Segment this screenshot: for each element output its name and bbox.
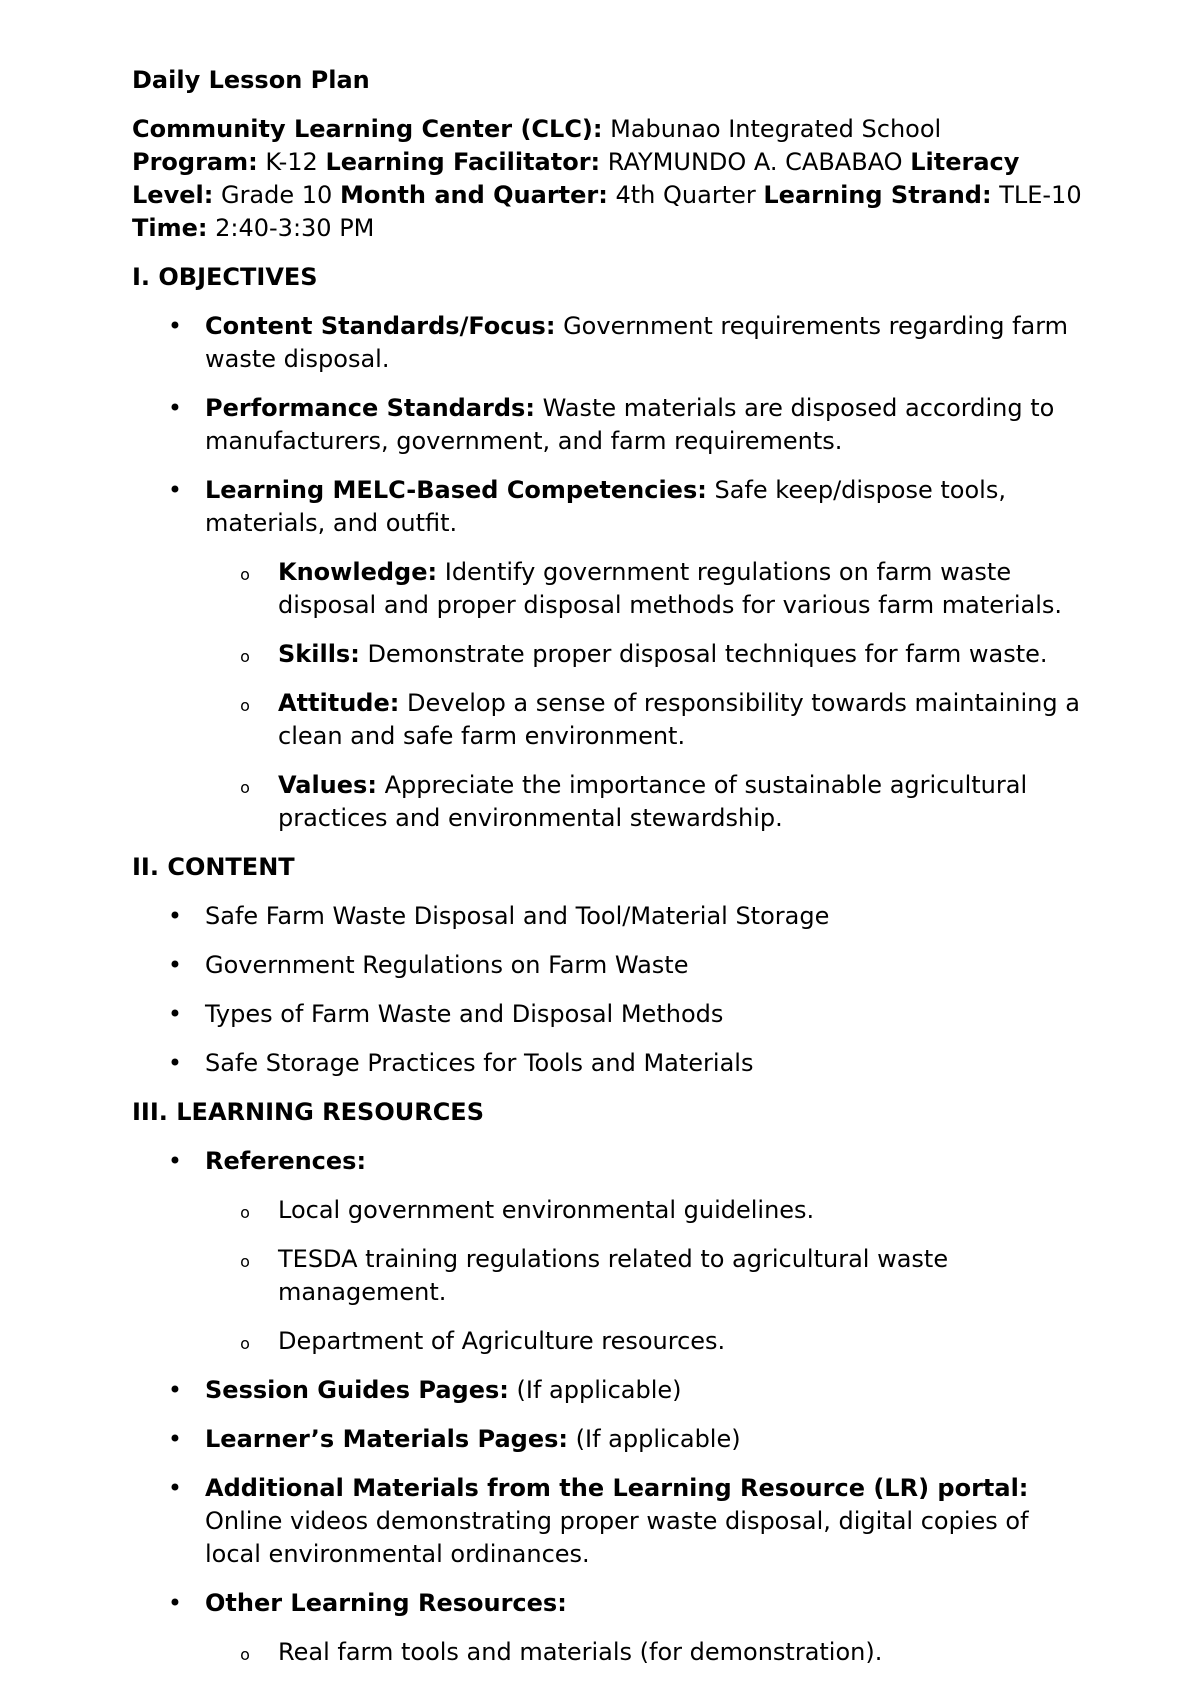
time-label: Time: xyxy=(132,214,208,242)
circle-bullet-icon: o xyxy=(240,1334,250,1353)
list-item: o Values: Appreciate the importance of sustainable agricultural practices and environmental stewardship. xyxy=(205,769,1092,835)
month-value: 4th Quarter xyxy=(615,181,756,209)
content-heading: II. CONTENT xyxy=(132,853,295,881)
literacy-value: Grade 10 xyxy=(220,181,333,209)
time-value: 2:40-3:30 PM xyxy=(215,214,375,242)
bullet-icon: • xyxy=(167,1474,183,1502)
program-label: Program: xyxy=(132,148,258,176)
list-item: • Performance Standards: Waste materials are disposed according to manufacturers, government, and farm requirements. xyxy=(132,392,1092,458)
content-list xyxy=(132,900,1092,1080)
bullet-icon: • xyxy=(167,394,183,422)
lesson-header xyxy=(132,113,1092,245)
list-item: o TESDA training regulations related to agricultural waste management. xyxy=(205,1243,1092,1309)
list-item: • Government Regulations on Farm Waste xyxy=(132,949,1092,982)
bullet-icon: • xyxy=(167,902,183,930)
list-item: o Attitude: Develop a sense of responsibility towards maintaining a clean and safe farm environment. xyxy=(205,687,1092,753)
list-item: • Safe Storage Practices for Tools and Materials xyxy=(132,1047,1092,1080)
objectives-list xyxy=(132,310,1092,835)
resources-heading: III. LEARNING RESOURCES xyxy=(132,1098,484,1126)
document-title: Daily Lesson Plan xyxy=(132,66,370,94)
clc-label: Community Learning Center (CLC): xyxy=(132,115,603,143)
strand-value: TLE-10 xyxy=(999,181,1082,209)
list-item: • Learner’s Materials Pages: (If applicable) xyxy=(132,1423,1092,1456)
list-item: • Content Standards/Focus: Government requirements regarding farm waste disposal. xyxy=(132,310,1092,376)
circle-bullet-icon: o xyxy=(240,1645,250,1664)
bullet-icon: • xyxy=(167,1425,183,1453)
strand-label: Learning Strand: xyxy=(763,181,992,209)
circle-bullet-icon: o xyxy=(240,696,250,715)
list-item: • Additional Materials from the Learning Resource (LR) portal: Online videos demonstrating proper waste disposal, digital copies of local environmental ordinances. xyxy=(132,1472,1092,1571)
program-value: K-12 xyxy=(265,148,318,176)
circle-bullet-icon: o xyxy=(240,778,250,797)
facilitator-value: RAYMUNDO A. CABABAO xyxy=(607,148,903,176)
list-item: • Types of Farm Waste and Disposal Methods xyxy=(132,998,1092,1031)
list-item: o Local government environmental guidelines. xyxy=(205,1194,1092,1227)
competencies-sublist xyxy=(205,556,1092,835)
list-item: o Real farm tools and materials (for demonstration). xyxy=(205,1636,1092,1669)
list-item: • References: o Local government environmental guidelines. o TESDA training regulations related to agricultural waste management. o Department of Agriculture resources. xyxy=(132,1145,1092,1358)
circle-bullet-icon: o xyxy=(240,1203,250,1222)
bullet-icon: • xyxy=(167,1049,183,1077)
bullet-icon: • xyxy=(167,476,183,504)
bullet-icon: • xyxy=(167,1376,183,1404)
resources-list xyxy=(132,1145,1092,1669)
list-item: • Other Learning Resources: o Real farm tools and materials (for demonstration). xyxy=(132,1587,1092,1669)
document-page xyxy=(132,64,1092,1685)
objectives-heading: I. OBJECTIVES xyxy=(132,263,318,291)
bullet-icon: • xyxy=(167,951,183,979)
other-resources-sublist xyxy=(205,1636,1092,1669)
list-item: • Safe Farm Waste Disposal and Tool/Material Storage xyxy=(132,900,1092,933)
circle-bullet-icon: o xyxy=(240,565,250,584)
references-sublist xyxy=(205,1194,1092,1358)
bullet-icon: • xyxy=(167,312,183,340)
month-label: Month and Quarter: xyxy=(339,181,608,209)
bullet-icon: • xyxy=(167,1147,183,1175)
circle-bullet-icon: o xyxy=(240,1252,250,1271)
list-item: o Knowledge: Identify government regulations on farm waste disposal and proper disposal methods for various farm materials. xyxy=(205,556,1092,622)
clc-value: Mabunao Integrated School xyxy=(610,115,942,143)
facilitator-label: Learning Facilitator: xyxy=(325,148,601,176)
list-item: o Skills: Demonstrate proper disposal techniques for farm waste. xyxy=(205,638,1092,671)
literacy-label: Literacy Level: xyxy=(132,148,1020,209)
list-item: • Session Guides Pages: (If applicable) xyxy=(132,1374,1092,1407)
bullet-icon: • xyxy=(167,1589,183,1617)
circle-bullet-icon: o xyxy=(240,647,250,666)
list-item: • Learning MELC-Based Competencies: Safe keep/dispose tools, materials, and outfit. o Knowledge: Identify government regulations on farm waste disposal and proper disposal methods for various farm materials. o Skills: Demonstrate proper disposal techniques for farm waste. o Attitude: Develop a sense of responsibility towards maintaining a clean and safe farm environment. o Values: Appreciate the importance of sustainable agricultural practices and environmental stewardship. xyxy=(132,474,1092,835)
bullet-icon: • xyxy=(167,1000,183,1028)
list-item: o Department of Agriculture resources. xyxy=(205,1325,1092,1358)
